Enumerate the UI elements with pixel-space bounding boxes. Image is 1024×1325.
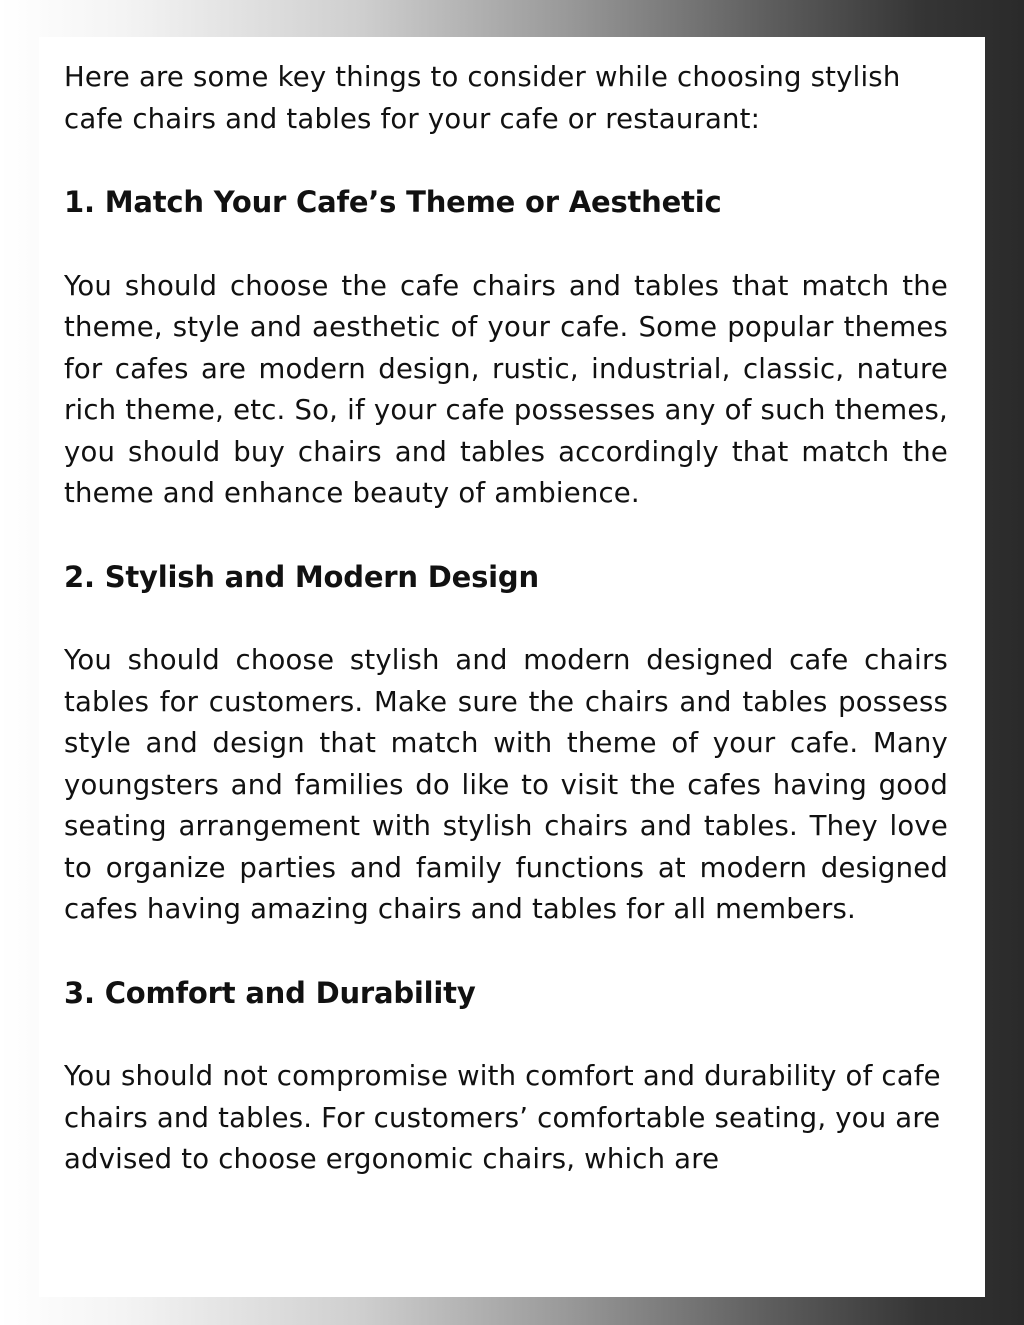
spacer <box>64 931 948 973</box>
section-3-heading: 3. Comfort and Durability <box>64 975 476 1010</box>
section-3-body: You should not compromise with comfort and durability of cafe chairs and tables. For customers’ comfortable seating, you are advised to choose ergonomic chairs, which are <box>64 1060 941 1175</box>
spacer <box>64 140 948 182</box>
intro-paragraph: Here are some key things to consider while choosing stylish cafe chairs and tables for your cafe or restaurant: <box>64 61 901 135</box>
spacer <box>64 1014 948 1056</box>
section-1-heading: 1. Match Your Cafe’s Theme or Aesthetic <box>64 185 722 219</box>
section-2-body: You should choose stylish and modern designed cafe chairs tables for customers. Make sure the chairs and tables possess style and design that match with theme of your cafe. Many youngsters and families do like to visit the cafes having good seating arrangement with stylish chairs and tables. They love to organize parties and family functions at modern designed cafes having amazing chairs and tables for all members. <box>64 644 948 925</box>
spacer <box>64 224 948 266</box>
spacer <box>64 598 948 640</box>
section-2-heading: 2. Stylish and Modern Design <box>64 559 539 594</box>
spacer <box>64 515 948 557</box>
section-1-body: You should choose the cafe chairs and tables that match the theme, style and aesthetic of your cafe. Some popular themes for cafes are modern design, rustic, industrial, classic, nature rich theme, etc. So, if your cafe possesses any of such themes, you should buy chairs and tables accordingly that match the theme and enhance beauty of ambience. <box>64 269 948 509</box>
document-page <box>39 37 985 1297</box>
